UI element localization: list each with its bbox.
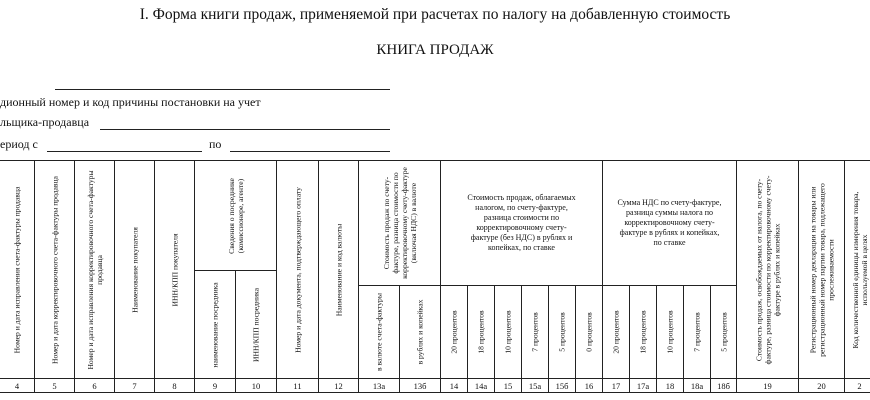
table-row-divider <box>0 392 870 393</box>
col-17-group-header: Сумма НДС по счету-фактуре, разница суммы налога по корректировочному счету-фактуре в рублях и копейках, по ставке <box>602 160 736 285</box>
col-20-header: Регистрационный номер декларации на товары или регистрационный номер партии товара, подлежащего прослеживаемости <box>798 160 844 378</box>
col-13b-header: в рублях и копейках <box>399 285 440 378</box>
col-number: 18б <box>710 378 736 392</box>
col-number: 17 <box>602 378 629 392</box>
col-15a-header: 7 процентов <box>521 285 548 378</box>
period-from-label: ериод с <box>0 137 38 151</box>
col-number: 11 <box>276 378 318 392</box>
col-number: 10 <box>235 378 276 392</box>
col-15-header: 10 процентов <box>494 285 521 378</box>
col-number: 5 <box>34 378 74 392</box>
col-4-header: Номер и дата корректировочного счета-фактуры продавца <box>34 160 74 378</box>
col-number: 13б <box>399 378 440 392</box>
book-title: КНИГА ПРОДАЖ <box>376 42 494 58</box>
col-13-group-header: Стоимость продаж по счету-фактуре, разница стоимости по корректировочному счету-фактуре (включая НДС) в валюте <box>358 160 440 285</box>
col-number: 18 <box>656 378 683 392</box>
col-17a-header: 18 процентов <box>629 285 656 378</box>
col-number: 15б <box>548 378 575 392</box>
col-8a-header: наименование посредника <box>194 270 235 378</box>
col-number: 14а <box>467 378 494 392</box>
col-18-header: 10 процентов <box>656 285 683 378</box>
col-18b-header: 5 процентов <box>710 285 736 378</box>
col-21-header: Код количественной единицы измерения товара, используемой в целях <box>844 160 870 378</box>
col-number: 13а <box>358 378 399 392</box>
col-14-header: 20 процентов <box>440 285 467 378</box>
col-13a-header: в валюте счета-фактуры <box>358 285 399 378</box>
col-5-header: Номер и дата исправления корректировочного счета-фактуры продавца <box>74 160 114 378</box>
col-number: 15а <box>521 378 548 392</box>
col-9-header: Номер и дата документа, подтверждающего оплату <box>276 160 318 378</box>
form-title: I. Форма книги продаж, применяемой при расчетах по налогу на добавленную стоимость <box>139 6 731 23</box>
period-to-label: по <box>209 137 222 151</box>
col-number: 6 <box>74 378 114 392</box>
col-14a-header: 18 процентов <box>467 285 494 378</box>
col-7-header: ИНН/КПП покупателя <box>154 160 194 378</box>
col-17-header: 20 процентов <box>602 285 629 378</box>
col-number: 9 <box>194 378 235 392</box>
col-number: 4 <box>0 378 34 392</box>
col-number: 19 <box>736 378 798 392</box>
col-number: 17а <box>629 378 656 392</box>
col-number: 8 <box>154 378 194 392</box>
col-number: 2 <box>844 378 870 392</box>
col-number: 15 <box>494 378 521 392</box>
col-number: 20 <box>798 378 844 392</box>
col-16-header: 0 процентов <box>575 285 602 378</box>
col-3-header: Номер и дата исправления счета-фактуры продавца <box>0 160 34 378</box>
col-8-group-header: Сведения о посреднике (комиссионере, агенте) <box>194 160 276 270</box>
col-10-header: Наименование и код валюты <box>318 160 358 378</box>
col-number: 14 <box>440 378 467 392</box>
tax-id-label: дионный номер и код причины постановки на учет <box>0 95 261 109</box>
col-number: 12 <box>318 378 358 392</box>
col-6-header: Наименование покупателя <box>114 160 154 378</box>
col-number: 7 <box>114 378 154 392</box>
col-14-group-header: Стоимость продаж, облагаемых налогом, по счету-фактуре, разница стоимости по корректировочному счету-фактуре (без НДС) в рублях и копейках, по ставке <box>440 160 602 285</box>
col-15b-header: 5 процентов <box>548 285 575 378</box>
col-number: 16 <box>575 378 602 392</box>
col-18a-header: 7 процентов <box>683 285 710 378</box>
col-8b-header: ИНН/КПП посредника <box>235 270 276 378</box>
col-number: 18а <box>683 378 710 392</box>
col-19-header: Стоимость продаж, освобождаемых от налога, по счету-фактуре, разница стоимости по корректировочному счету-фактуре в рублях и копейках <box>736 160 798 378</box>
seller-label: льщика-продавца <box>0 115 90 129</box>
